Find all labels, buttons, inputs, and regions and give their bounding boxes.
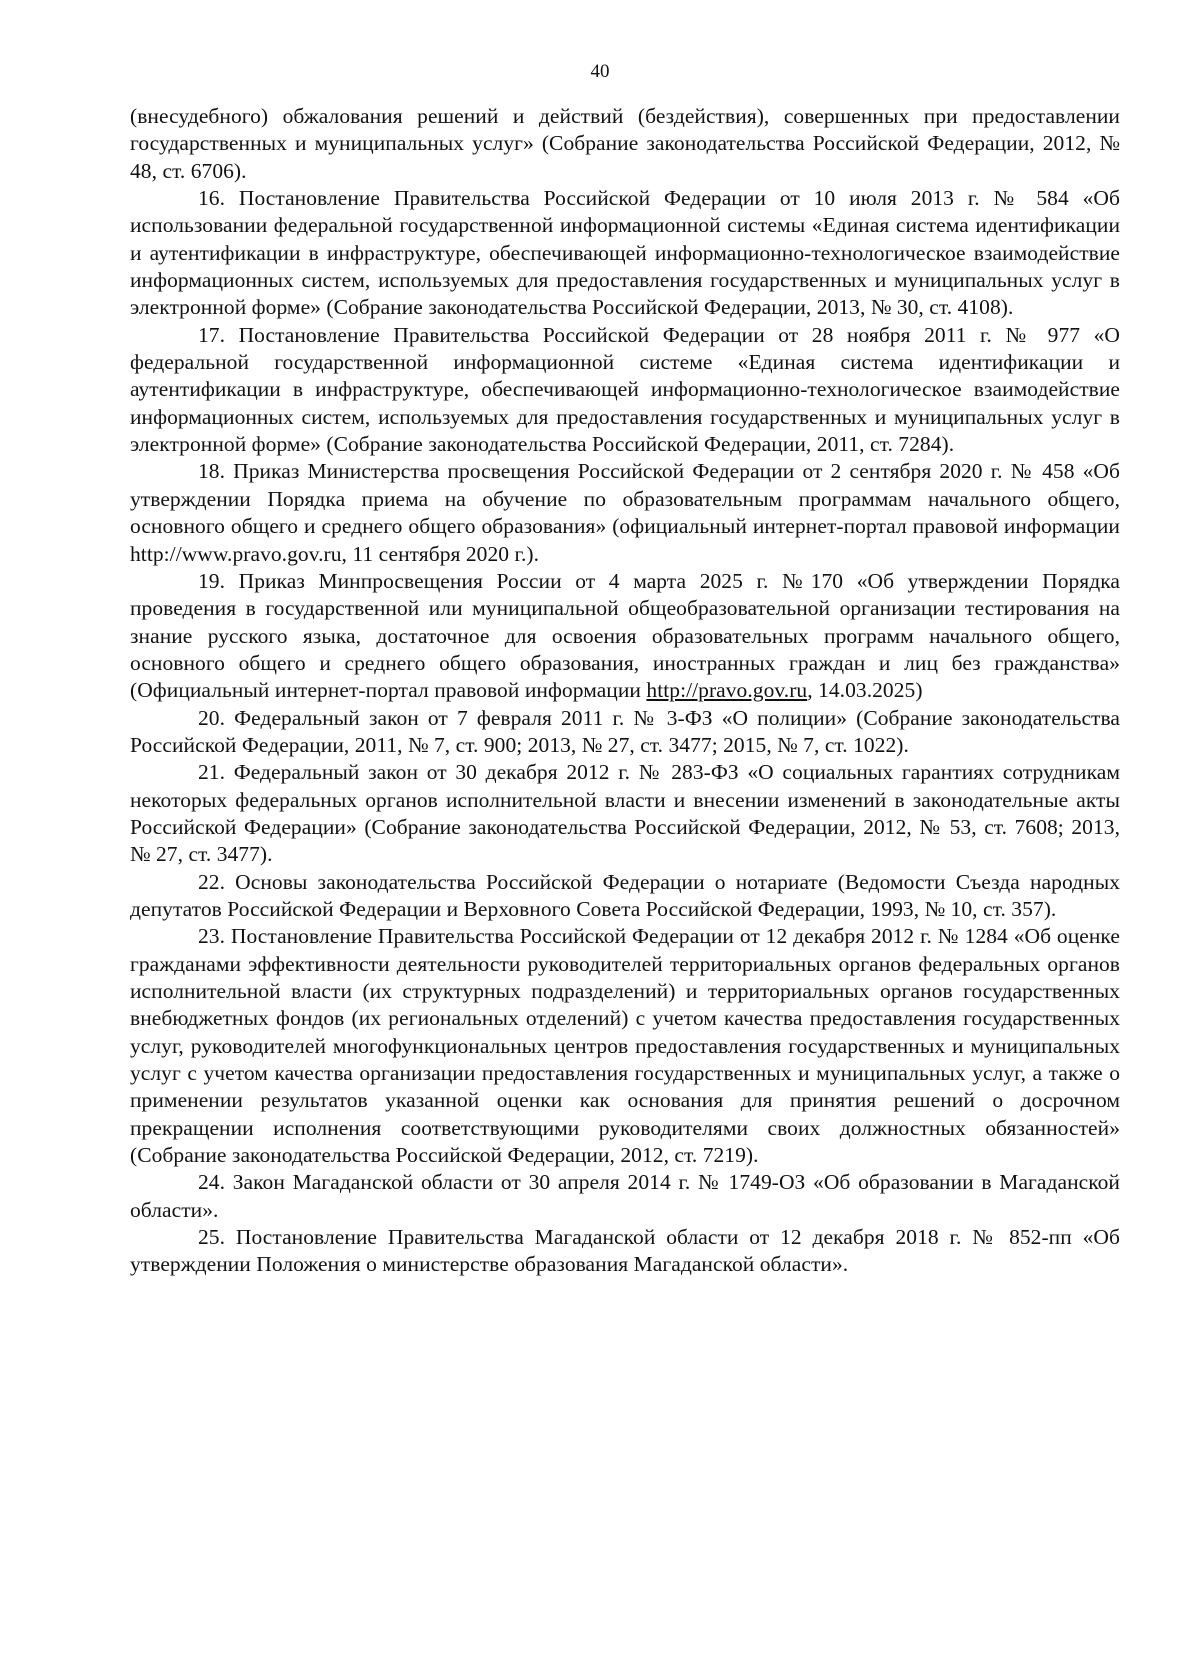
list-item-23: 23. Постановление Правительства Российской Федерации от 12 декабря 2012 г. № 1284 «Об оценке гражданами эффективности деятельности руководителей территориальных органов федеральных органов исполнительной власти (их структурных подразделений) и территориальных органов государственных внебюджетных фондов (их региональных отделений) с учетом качества предоставления государственных услуг, руководителей многофункциональных центров предоставления государственных и муниципальных услуг с учетом качества организации предоставления государственных и муниципальных услуг, а также о применении результатов указанной оценки как основания для принятия решений о досрочном прекращении исполнения соответствующими руководителями своих должностных обязанностей» (Собрание законодательства Российской Федерации, 2012, ст. 7219). [130,924,1120,1168]
list-item-19 [130,568,1120,705]
document-body [130,103,1120,1279]
pravo-gov-link[interactable]: http://pravo.gov.ru [646,678,808,703]
list-item-21: 21. Федеральный закон от 30 декабря 2012 г. № 283-ФЗ «О социальных гарантиях сотрудникам некоторых федеральных органов исполнительной власти и внесении изменений в законодательные акты Российской Федерации» (Собрание законодательства Российской Федерации, 2012, № 53, ст. 7608; 2013, № 27, ст. 3477). [130,760,1120,867]
list-item-16: 16. Постановление Правительства Российской Федерации от 10 июля 2013 г. № 584 «Об использовании федеральной государственной информационной системы «Единая система идентификации и аутентификации в инфраструктуре, обеспечивающей информационно-технологическое взаимодействие информационных систем, используемых для предоставления государственных и муниципальных услуг в электронной форме» (Собрание законодательства Российской Федерации, 2013, № 30, ст. 4108). [130,186,1120,320]
list-item-25: 25. Постановление Правительства Магаданской области от 12 декабря 2018 г. № 852-пп «Об утверждении Положения о министерстве образования Магаданской области». [130,1225,1120,1277]
list-item-17: 17. Постановление Правительства Российской Федерации от 28 ноября 2011 г. № 977 «О федеральной государственной информационной системе «Единая система идентификации и аутентификации в инфраструктуре, обеспечивающей информационно-технологическое взаимодействие информационных систем, используемых для предоставления государственных и муниципальных услуг в электронной форме» (Собрание законодательства Российской Федерации, 2011, ст. 7284). [130,322,1120,457]
page-number: 40 [590,61,610,82]
list-item-19-date: , 14.03.2025) [807,678,923,703]
list-item-22: 22. Основы законодательства Российской Федерации о нотариате (Ведомости Съезда народных депутатов Российской Федерации и Верховного Совета Российской Федерации, 1993, № 10, ст. 357). [130,869,1120,921]
list-item-19-text: 19. Приказ Минпросвещения России от 4 марта 2025 г. №170 «Об утверждении Порядка проведения в государственной или муниципальной общеобразовательной организации тестирования на знание русского языка, достаточное для освоения образовательных программ начального общего, основного общего и среднего общего образования, иностранных граждан и лиц без гражданства» (Официальный интернет-портал правовой информации [130,568,1120,703]
list-item-20: 20. Федеральный закон от 7 февраля 2011 г. № 3-ФЗ «О полиции» (Собрание законодательства Российской Федерации, 2011, № 7, ст. 900; 2013, № 27, ст. 3477; 2015, № 7, ст. 1022). [130,705,1120,757]
list-item-18: 18. Приказ Министерства просвещения Российской Федерации от 2 сентября 2020 г. № 458 «Об утверждении Порядка приема на обучение по образовательным программам начального общего, основного общего и среднего общего образования» (официальный интернет-портал правовой информации http://www.pravo.gov.ru, 11 сентября 2020 г.). [130,459,1120,566]
list-item-24: 24. Закон Магаданской области от 30 апреля 2014 г. № 1749-ОЗ «Об образовании в Магаданской области». [130,1170,1120,1222]
paragraph-continuation: (внесудебного) обжалования решений и действий (бездействия), совершенных при предоставлении государственных и муниципальных услуг» (Собрание законодательства Российской Федерации, 2012, № 48, ст. 6706). [130,104,1120,183]
